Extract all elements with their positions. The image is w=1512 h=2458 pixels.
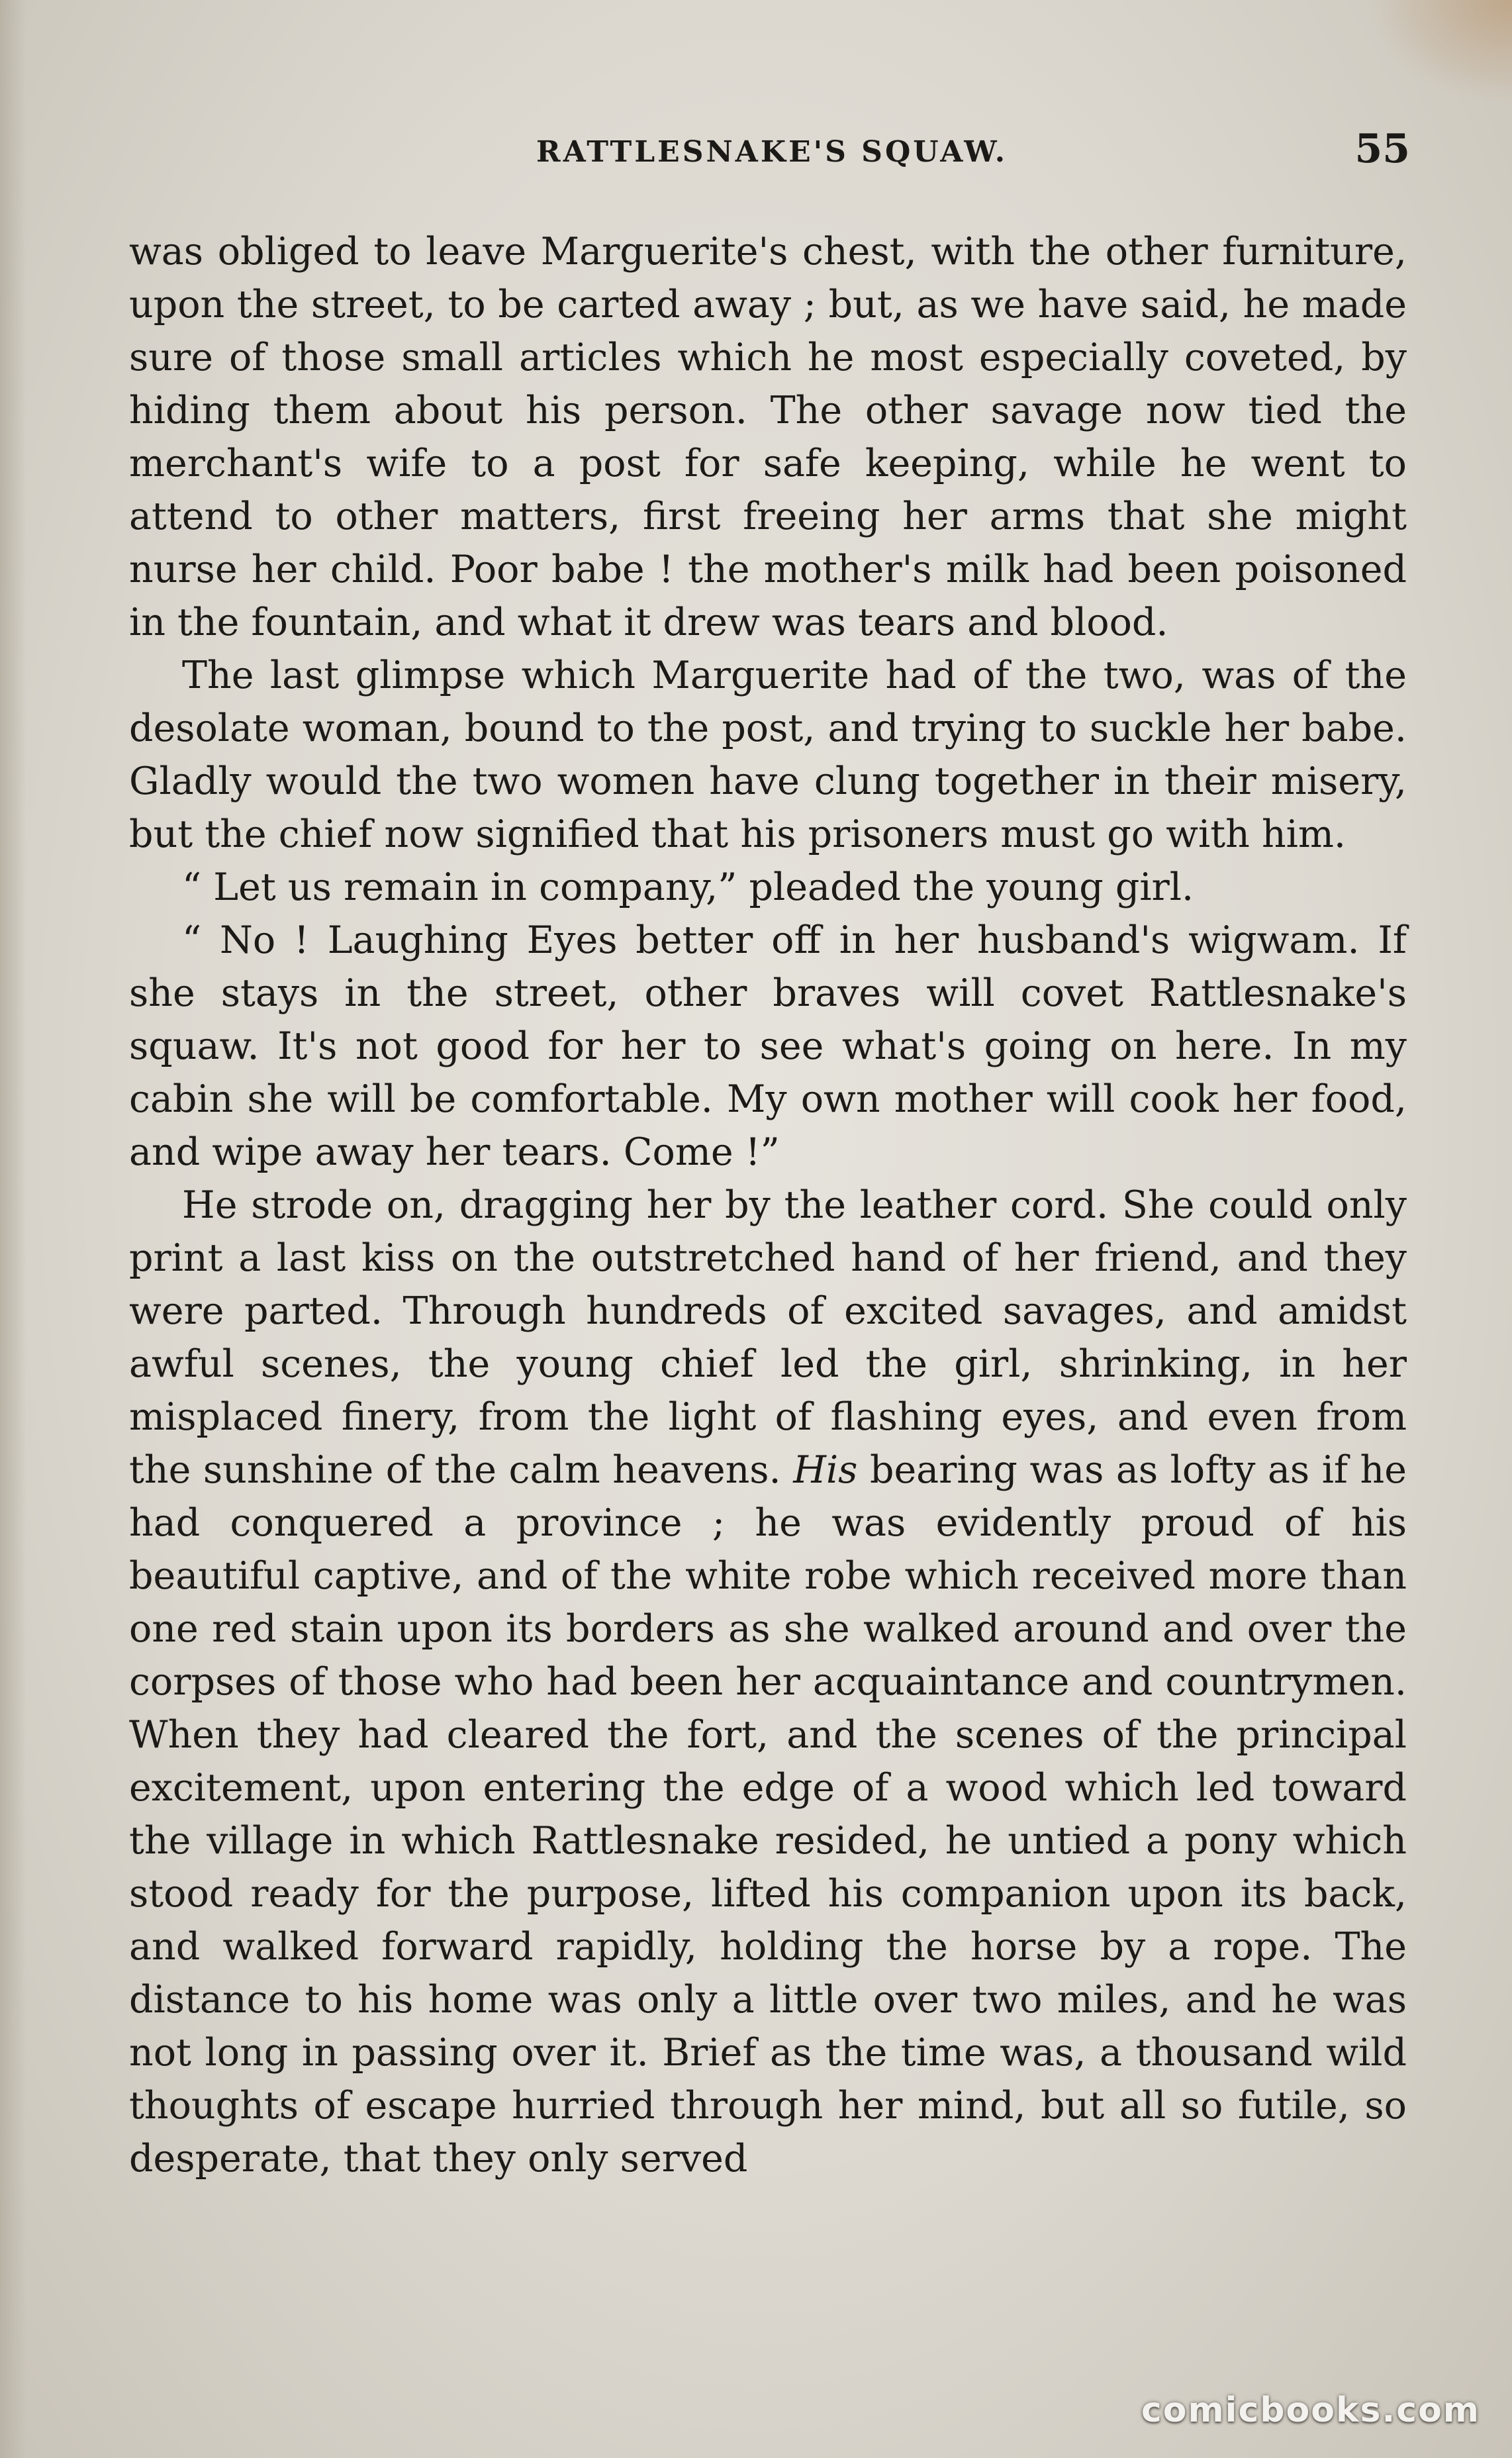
paragraph: “ Let us remain in company,” pleaded the young girl. — [182, 865, 1194, 909]
italic-word: His — [793, 1448, 858, 1492]
corner-stain — [1366, 0, 1512, 106]
paragraph-text: He strode on, dragging her by the leather cord. She could only print a last kiss on the outstretched hand of her friend, and they were parted. Through hundreds of excited savages, and amidst awful scenes, the young chief led the girl, shrinking, in her misplaced finery, from the light of flashing eyes, and even from the sunshine of the calm heavens. — [129, 1183, 1407, 1492]
paragraph: The last glimpse which Marguerite had of the two, was of the desolate woman, bound to the post, and trying to suckle her babe. Gladly would the two women have clung together in their misery, but the chief now signified that his prisoners must go with him. — [129, 654, 1407, 856]
body-text — [129, 225, 1407, 2185]
paragraph: was obliged to leave Marguerite's chest, with the other furniture, upon the street, to be carted away ; but, as we have said, he made sure of those small articles which he most especially coveted, by hiding them about his person. The other savage now tied the merchant's wife to a post for safe keeping, while he went to attend to other matters, first freeing her arms that she might nurse her child. Poor babe ! the mother's milk had been poisoned in the fountain, and what it drew was tears and blood. — [129, 230, 1407, 644]
running-head: RATTLESNAKE'S SQUAW. — [536, 135, 1008, 169]
page-edge-shadow — [0, 0, 26, 2458]
page-header — [132, 126, 1410, 185]
paragraph-last — [129, 1179, 1407, 2185]
watermark: comicbooks.com — [1141, 2390, 1480, 2430]
page-number: 55 — [1354, 126, 1410, 172]
paragraph: “ No ! Laughing Eyes better off in her husband's wigwam. If she stays in the street, other braves will covet Rattlesnake's squaw. It's not good for her to see what's going on here. In my cabin she will be comfortable. My own mother will cook her food, and wipe away her tears. Come !” — [129, 918, 1407, 1174]
paragraph-text: bearing was as lofty as if he had conquered a province ; he was evidently proud of his beautiful captive, and of the white robe which received more than one red stain upon its borders as she walked around and over the corpses of those who had been her acquaintance and countrymen. When they had cleared the fort, and the scenes of the principal excitement, upon entering the edge of a wood which led toward the village in which Rattlesnake resided, he untied a pony which stood ready for the purpose, lifted his companion upon its back, and walked forward rapidly, holding the horse by a rope. The distance to his home was only a little over two miles, and he was not long in passing over it. Brief as the time was, a thousand wild thoughts of escape hurried through her mind, but all so futile, so desperate, that they only served — [129, 1448, 1407, 2181]
